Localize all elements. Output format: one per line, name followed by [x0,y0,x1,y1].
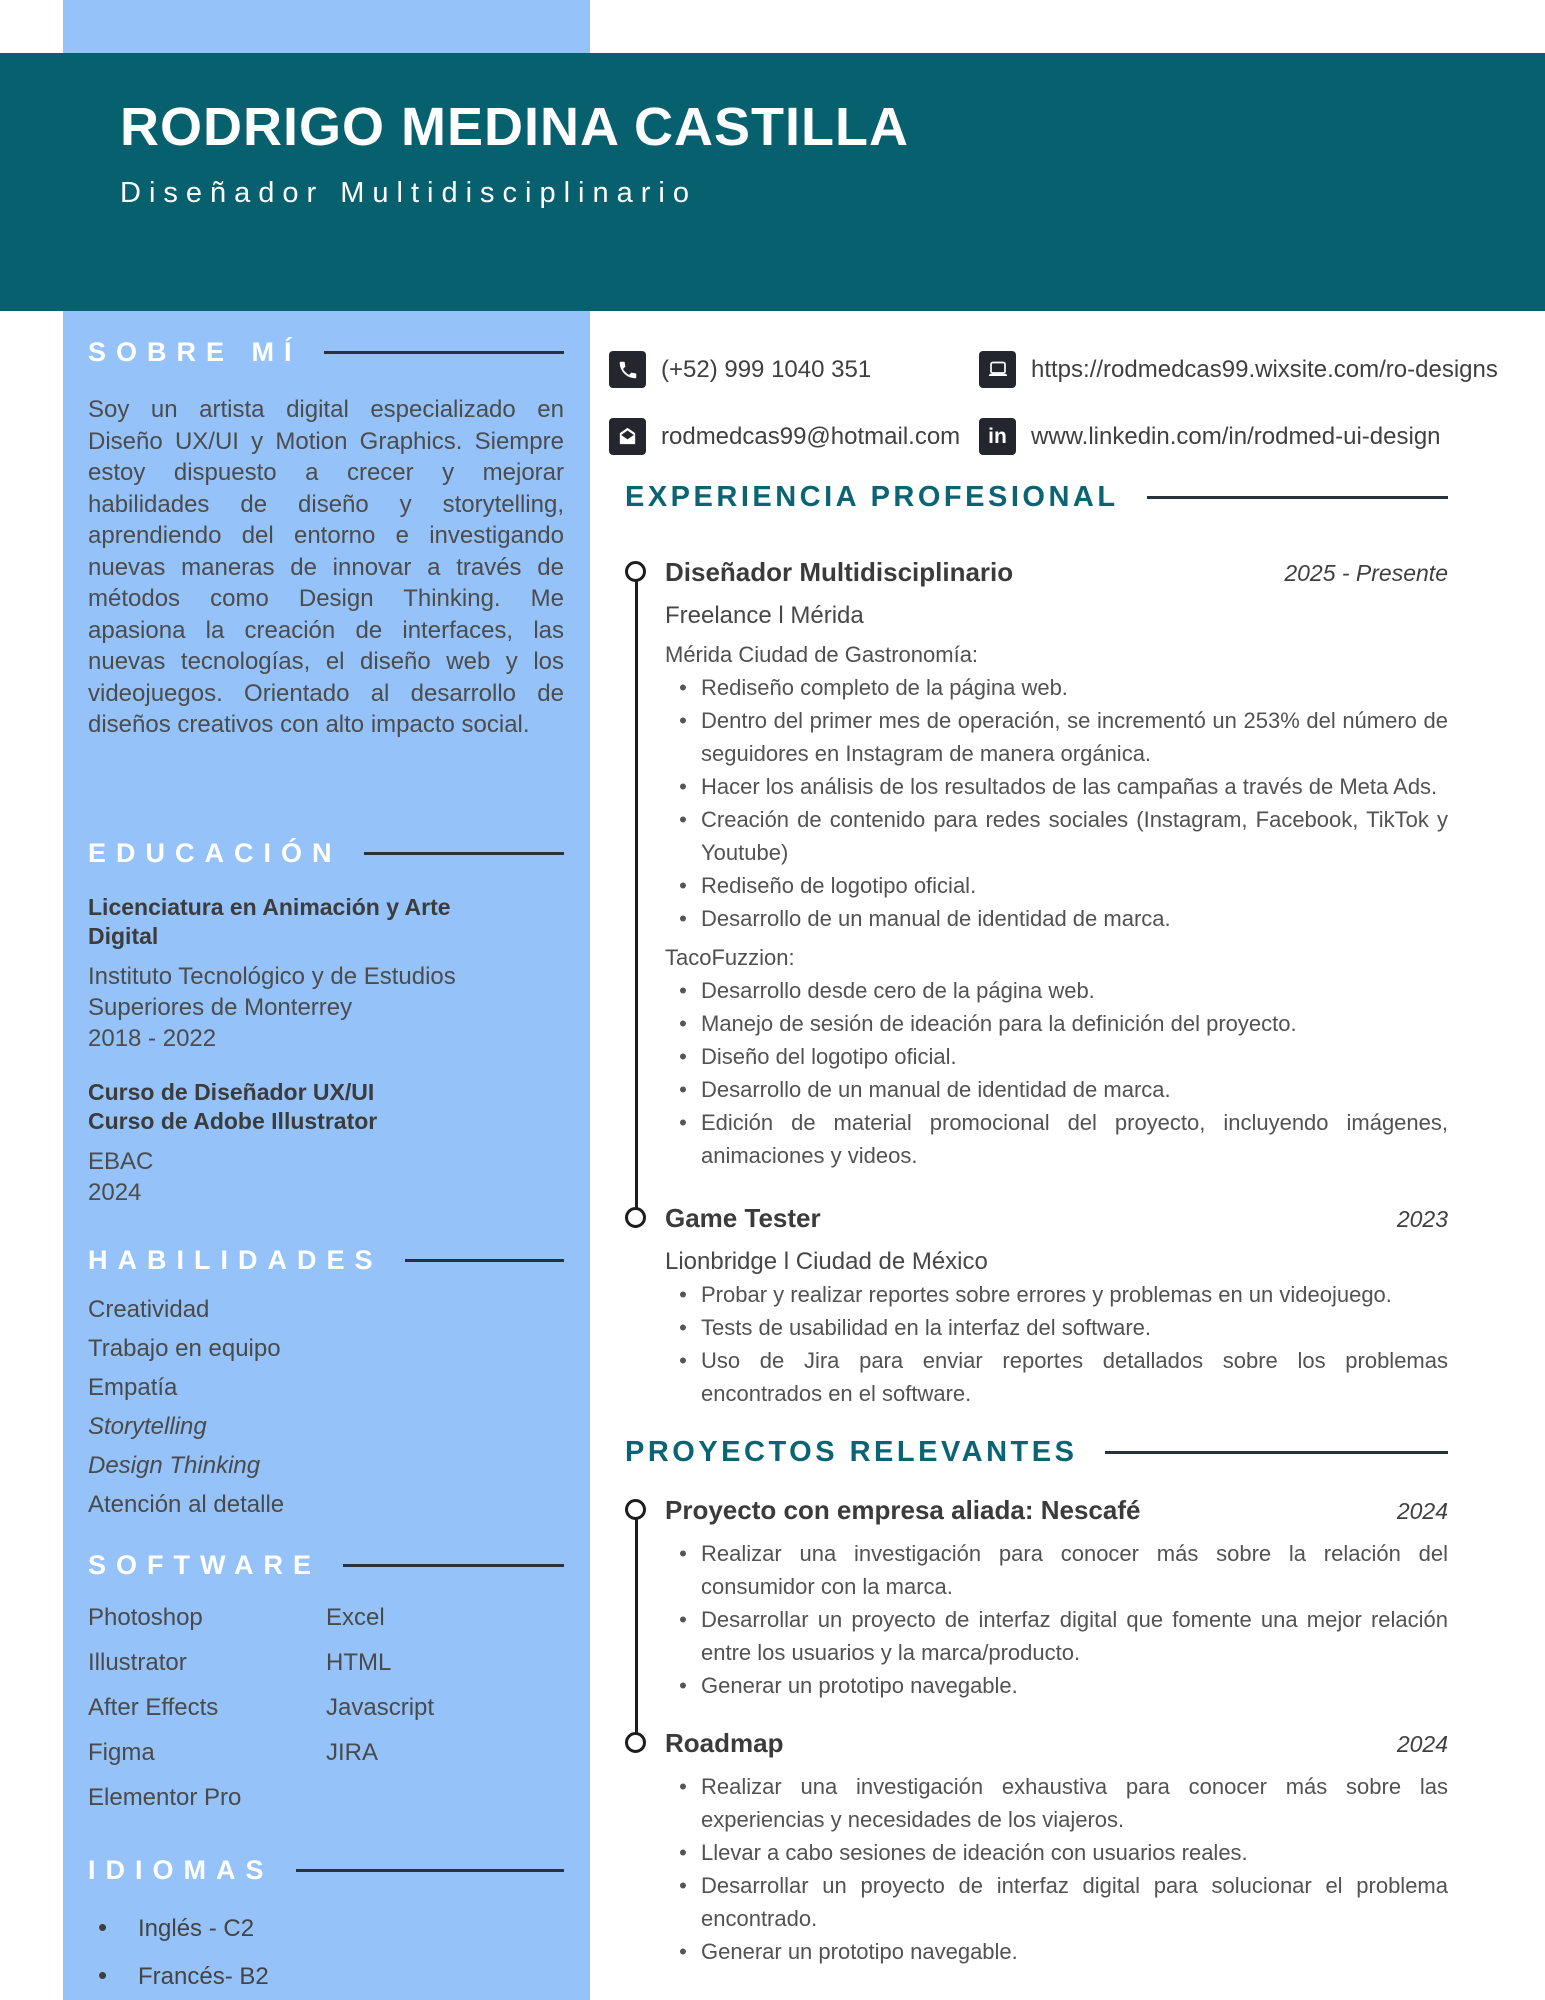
client-label: Mérida Ciudad de Gastronomía: [665,642,979,667]
timeline-node [625,561,646,582]
bullet-dot [665,770,701,803]
software-item: Elementor Pro [88,1784,242,1811]
languages-section [88,1855,564,2000]
email-address[interactable]: rodmedcas99@hotmail.com [661,422,961,450]
software-section [88,1550,564,1820]
heading-rule [296,1869,564,1872]
skill-item: Design Thinking [88,1452,261,1479]
software-item: Excel [326,1604,385,1631]
education-heading-row [88,838,564,869]
main-content [590,311,1545,1968]
contact-linkedin [979,418,1498,455]
bullet-item: • Realizar una investigación para conocer más sobre la relación del consumidor con la marca. [665,1537,1448,1603]
project-header [665,1727,1448,1760]
bullet-item: • Desarrollo desde cero de la página web. [665,974,1448,1007]
job-date: 2023 [1396,1206,1448,1232]
contact-website [979,351,1498,388]
person-title: Diseñador Multidisciplinario [120,177,697,209]
phone-number: (+52) 999 1040 351 [661,355,872,383]
bullet-item: • Hacer los análisis de los resultados de las campañas a través de Meta Ads. [665,770,1448,803]
heading-rule [405,1259,564,1262]
bullet-item: • Generar un prototipo navegable. [665,1669,1448,1702]
course-title: Curso de Adobe Illustrator [88,1108,378,1134]
bullet-dot [665,1106,701,1172]
bullet-item: • Rediseño de logotipo oficial. [665,869,1448,902]
experience-heading-row [625,481,1448,514]
bullet-dot [665,803,701,869]
skills-heading: HABILIDADES [88,1245,383,1275]
top-accent-rect [63,0,590,53]
job-bullets [665,671,1448,935]
education-section [88,838,564,1208]
bullet-dot [665,902,701,935]
education-heading: EDUCACIÓN [88,838,342,868]
heading-rule [324,351,564,354]
project-bullets [665,1537,1448,1702]
software-item: Illustrator [88,1649,187,1676]
about-section [88,337,564,741]
bullet-item: • Manejo de sesión de ideación para la definición del proyecto. [665,1007,1448,1040]
bullet-item: • Uso de Jira para enviar reportes detallados sobre los problemas encontrados en el software. [665,1344,1448,1410]
about-heading: SOBRE MÍ [88,337,302,367]
bullet-dot [665,671,701,704]
software-column-2 [326,1595,564,1820]
bullet-item: • Tests de usabilidad en la interfaz del software. [665,1311,1448,1344]
linkedin-icon [979,418,1016,455]
experience-heading: EXPERIENCIA PROFESIONAL [625,481,1119,513]
timeline-node [625,1732,646,1753]
software-item: Photoshop [88,1604,203,1631]
bullet-item: • Diseño del logotipo oficial. [665,1040,1448,1073]
heading-rule [343,1564,564,1567]
bullet-item: • Edición de material promocional del proyecto, incluyendo imágenes, animaciones y videos. [665,1106,1448,1172]
contact-block [609,351,1498,455]
bullet-dot [665,1869,701,1935]
contact-email [609,418,979,455]
bullet-item: • Creación de contenido para redes sociales (Instagram, Facebook, TikTok y Youtube) [665,803,1448,869]
bullet-dot [665,1073,701,1106]
job-game-tester [625,1202,1448,1410]
job-title: Game Tester [665,1203,821,1233]
bullet-dot [665,1770,701,1836]
client-label: TacoFuzzion: [665,945,795,970]
skill-item: Storytelling [88,1413,207,1440]
job-bullets [665,1278,1448,1410]
bullet-dot [665,1836,701,1869]
language-item: • Inglés - C2 [98,1904,564,1952]
timeline-node [625,1499,646,1520]
bullet-item: • Generar un prototipo navegable. [665,1935,1448,1968]
bullet-item: • Rediseño completo de la página web. [665,671,1448,704]
software-item: JIRA [326,1739,379,1766]
languages-heading-row [88,1855,564,1886]
bullet-dot [665,1669,701,1702]
projects-heading-row [625,1436,1448,1469]
bullet-item: • Desarrollo de un manual de identidad de marca. [665,1073,1448,1106]
bullet-item: • Desarrollar un proyecto de interfaz digital que fomente una mejor relación entre los usuarios y la marca/producto. [665,1603,1448,1669]
bullet-dot [665,1278,701,1311]
job-designer [625,556,1448,1172]
project-roadmap [625,1727,1448,1968]
bullet-dot [665,1040,701,1073]
bullet-dot [665,1007,701,1040]
project-nescafe [625,1494,1448,1702]
degree-years: 2018 - 2022 [88,1025,217,1052]
degree-school: Instituto Tecnológico y de Estudios Superiores de Monterrey [88,963,456,1021]
bullet-item: • Desarrollo de un manual de identidad de marca. [665,902,1448,935]
project-title: Proyecto con empresa aliada: Nescafé [665,1495,1141,1525]
bullet-dot [665,1603,701,1669]
skill-item: Atención al detalle [88,1491,285,1518]
about-text: Soy un artista digital especializado en Diseño UX/UI y Motion Graphics. Siempre estoy dispuesto a crecer y mejorar habilidades de diseño y storytelling, aprendiendo del entorno e investigando nuevas maneras de innovar a través de métodos como Design Thinking. Me apasiona la creación de interfaces, las nuevas tecnologías, el diseño web y los videojuegos. Orientado al desarrollo de diseños creativos con alto impacto social. [88,396,564,738]
skill-item: Empatía [88,1374,178,1401]
bullet-dot [665,1344,701,1410]
software-heading: SOFTWARE [88,1550,321,1580]
bullet-item: • Probar y realizar reportes sobre errores y problemas en un videojuego. [665,1278,1448,1311]
heading-rule [1105,1451,1448,1455]
bullet-dot [665,1935,701,1968]
skill-item: Creatividad [88,1296,210,1323]
languages-heading: IDIOMAS [88,1855,274,1885]
software-item: Figma [88,1739,155,1766]
bullet-item: • Realizar una investigación exhaustiva para conocer más sobre las experiencias y necesidades de los viajeros. [665,1770,1448,1836]
project-date: 2024 [1396,1498,1448,1524]
degree-title: Licenciatura en Animación y Arte Digital [88,894,451,949]
phone-icon [609,351,646,388]
job-title: Diseñador Multidisciplinario [665,557,1014,587]
sidebar [63,311,590,2000]
job-date: 2025 - Presente [1284,560,1448,586]
software-columns [88,1595,564,1820]
website-url[interactable]: https://rodmedcas99.wixsite.com/ro-designs [1031,355,1498,383]
skills-heading-row [88,1245,564,1276]
bullet-item: • Llevar a cabo sesiones de ideación con usuarios reales. [665,1836,1448,1869]
linkedin-glyph: in [988,425,1007,448]
skills-list [88,1290,564,1524]
bullet-dot [665,1311,701,1344]
job-bullets [665,974,1448,1172]
contact-phone [609,351,979,388]
email-icon [609,418,646,455]
bullet-item: • Desarrollar un proyecto de interfaz digital para solucionar el problema encontrado. [665,1869,1448,1935]
education-item [88,1078,564,1208]
job-header [665,556,1448,589]
header-band [0,53,1545,311]
project-header [665,1494,1448,1527]
software-item: Javascript [326,1694,435,1721]
heading-rule [364,852,564,855]
linkedin-url[interactable]: www.linkedin.com/in/rodmed-ui-design [1031,422,1441,450]
software-list [326,1595,564,1775]
skill-item: Trabajo en equipo [88,1335,281,1362]
bullet-item: • Dentro del primer mes de operación, se incrementó un 253% del número de seguidores en Instagram de manera orgánica. [665,704,1448,770]
software-item: HTML [326,1649,392,1676]
heading-rule [1147,496,1448,500]
project-date: 2024 [1396,1731,1448,1757]
software-item: After Effects [88,1694,219,1721]
bullet-dot [665,974,701,1007]
job-header [665,1202,1448,1235]
education-item [88,893,564,1054]
laptop-icon [979,351,1016,388]
course-years: 2024 [88,1179,142,1206]
software-heading-row [88,1550,564,1581]
bullet-dot [665,869,701,902]
about-heading-row [88,337,564,368]
project-bullets [665,1770,1448,1968]
software-list [88,1595,326,1820]
job-subtitle: Lionbridge l Ciudad de México [665,1248,988,1275]
course-school: EBAC [88,1148,154,1175]
languages-list [88,1904,564,2000]
software-column-1 [88,1595,326,1820]
skills-section [88,1245,564,1524]
language-item: • Francés- B2 [98,1952,564,2000]
project-title: Roadmap [665,1728,784,1758]
course-title: Curso de Diseñador UX/UI [88,1079,375,1105]
timeline-node [625,1207,646,1228]
job-subtitle: Freelance l Mérida [665,602,864,629]
bullet-dot [665,704,701,770]
bullet-dot [665,1537,701,1603]
projects-heading: PROYECTOS RELEVANTES [625,1436,1078,1468]
person-name: RODRIGO MEDINA CASTILLA [120,97,909,157]
